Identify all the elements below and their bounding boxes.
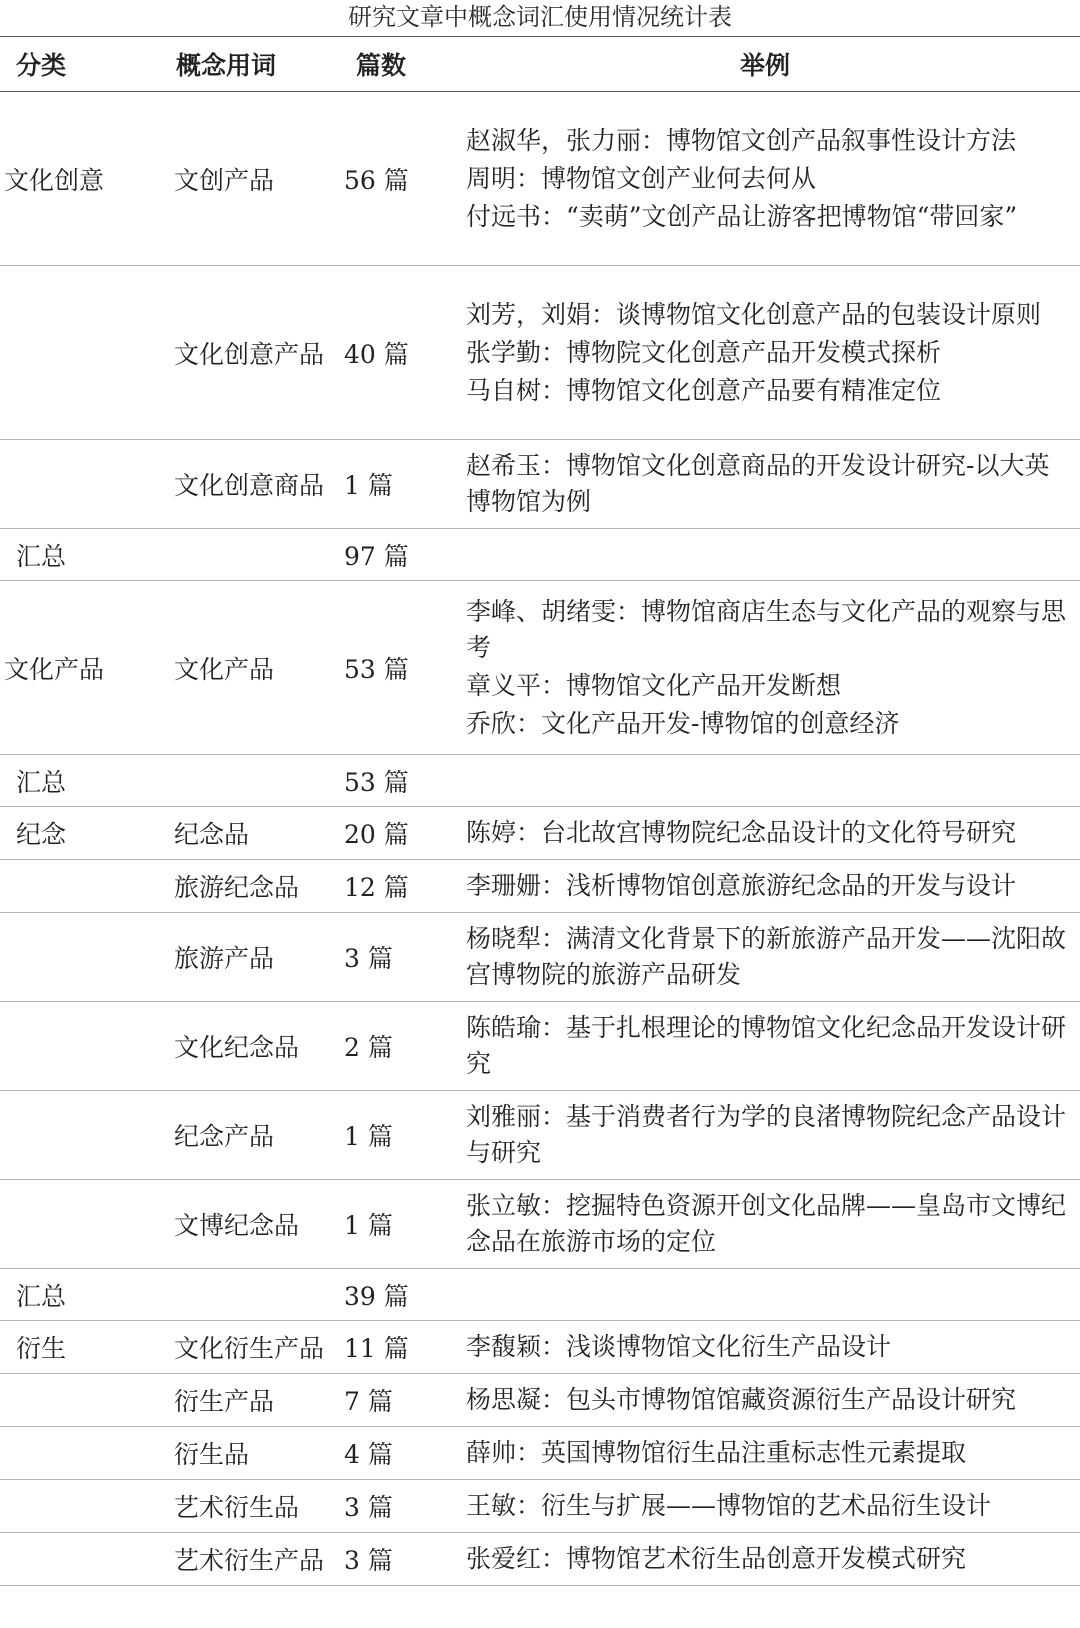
examples-cell — [450, 529, 1080, 581]
term-cell: 文化创意商品 — [160, 440, 340, 529]
count-cell: 53 篇 — [340, 581, 450, 755]
examples-cell — [450, 440, 1080, 529]
term-cell: 文化纪念品 — [160, 1002, 340, 1091]
table-row — [0, 755, 1080, 807]
example-item: 薛帅：英国博物馆衍生品注重标志性元素提取 — [466, 1438, 967, 1467]
term-cell: 文化产品 — [160, 581, 340, 755]
header-row — [0, 37, 1080, 92]
count-cell: 11 篇 — [340, 1321, 450, 1374]
example-item: 张学勤：博物院文化创意产品开发模式探析 — [466, 337, 942, 367]
count-cell: 1 篇 — [340, 1180, 450, 1269]
table-row — [0, 860, 1080, 913]
table-row — [0, 913, 1080, 1002]
table-row — [0, 1533, 1080, 1586]
table-row — [0, 581, 1080, 755]
examples-cell — [450, 860, 1080, 913]
count-cell: 12 篇 — [340, 860, 450, 913]
example-item: 赵淑华，张力丽：博物馆文创产品叙事性设计方法 — [466, 125, 1017, 155]
examples-cell — [450, 755, 1080, 807]
header-category: 分类 — [0, 37, 160, 92]
category-cell: 汇总 — [0, 1269, 160, 1321]
examples-cell — [450, 266, 1080, 440]
example-item: 张立敏：挖掘特色资源开创文化品牌——皇岛市文博纪念品在旅游市场的定位 — [466, 1191, 1067, 1256]
statistics-table — [0, 36, 1080, 1586]
category-cell — [0, 266, 160, 440]
example-item: 陈婷：台北故宫博物院纪念品设计的文化符号研究 — [466, 818, 1017, 847]
table-row — [0, 1321, 1080, 1374]
category-cell: 衍生 — [0, 1321, 160, 1374]
table-body — [0, 92, 1080, 1586]
example-item: 刘芳，刘娟：谈博物馆文化创意产品的包装设计原则 — [466, 299, 1042, 329]
term-cell: 艺术衍生产品 — [160, 1533, 340, 1586]
category-cell — [0, 913, 160, 1002]
term-cell: 纪念产品 — [160, 1091, 340, 1180]
table-row — [0, 807, 1080, 860]
table-caption: 研究文章中概念词汇使用情况统计表 — [348, 3, 732, 31]
examples-cell — [450, 807, 1080, 860]
examples-cell — [450, 1321, 1080, 1374]
examples-cell — [450, 1269, 1080, 1321]
category-cell — [0, 1533, 160, 1586]
term-cell — [160, 1269, 340, 1321]
category-cell: 纪念 — [0, 807, 160, 860]
term-cell: 文博纪念品 — [160, 1180, 340, 1269]
example-item: 刘雅丽：基于消费者行为学的良渚博物院纪念产品设计与研究 — [466, 1102, 1067, 1167]
category-cell — [0, 1180, 160, 1269]
examples-cell — [450, 1002, 1080, 1091]
table-row — [0, 1180, 1080, 1269]
example-item: 杨思凝：包头市博物馆馆藏资源衍生产品设计研究 — [466, 1385, 1017, 1414]
header-examples: 举例 — [450, 37, 1080, 92]
count-cell: 4 篇 — [340, 1427, 450, 1480]
term-cell: 衍生品 — [160, 1427, 340, 1480]
category-cell — [0, 1002, 160, 1091]
examples-cell — [450, 913, 1080, 1002]
count-cell: 1 篇 — [340, 440, 450, 529]
table-row — [0, 1091, 1080, 1180]
category-cell: 文化创意 — [0, 92, 160, 266]
term-cell: 艺术衍生品 — [160, 1480, 340, 1533]
term-cell: 文化衍生产品 — [160, 1321, 340, 1374]
example-item: 马自树：博物馆文化创意产品要有精准定位 — [466, 375, 942, 405]
category-cell — [0, 1480, 160, 1533]
header-term: 概念用词 — [160, 37, 340, 92]
category-cell — [0, 440, 160, 529]
example-item: 王敏：衍生与扩展——博物馆的艺术品衍生设计 — [466, 1491, 992, 1520]
table-row — [0, 1374, 1080, 1427]
table-row — [0, 1427, 1080, 1480]
example-item: 付远书：“卖萌”文创产品让游客把博物馆“带回家” — [466, 201, 1018, 231]
category-cell — [0, 1427, 160, 1480]
example-item: 李峰、胡绪雯：博物馆商店生态与文化产品的观察与思考 — [466, 596, 1067, 662]
term-cell: 纪念品 — [160, 807, 340, 860]
category-cell — [0, 860, 160, 913]
count-cell: 40 篇 — [340, 266, 450, 440]
examples-cell — [450, 581, 1080, 755]
examples-cell — [450, 1180, 1080, 1269]
example-item: 张爱红：博物馆艺术衍生品创意开发模式研究 — [466, 1544, 967, 1573]
term-cell — [160, 755, 340, 807]
category-cell: 汇总 — [0, 755, 160, 807]
count-cell: 3 篇 — [340, 1533, 450, 1586]
examples-cell — [450, 92, 1080, 266]
table-row — [0, 529, 1080, 581]
example-item: 章义平：博物馆文化产品开发断想 — [466, 670, 842, 700]
table-row — [0, 266, 1080, 440]
table-row — [0, 440, 1080, 529]
count-cell: 97 篇 — [340, 529, 450, 581]
term-cell: 旅游纪念品 — [160, 860, 340, 913]
example-item: 周明：博物馆文创产业何去何从 — [466, 163, 817, 193]
category-cell: 文化产品 — [0, 581, 160, 755]
example-item: 李珊姗：浅析博物馆创意旅游纪念品的开发与设计 — [466, 871, 1017, 900]
term-cell: 旅游产品 — [160, 913, 340, 1002]
examples-cell — [450, 1533, 1080, 1586]
examples-cell — [450, 1374, 1080, 1427]
count-cell: 39 篇 — [340, 1269, 450, 1321]
term-cell: 文创产品 — [160, 92, 340, 266]
count-cell: 3 篇 — [340, 1480, 450, 1533]
term-cell: 衍生产品 — [160, 1374, 340, 1427]
table-row — [0, 1480, 1080, 1533]
count-cell: 20 篇 — [340, 807, 450, 860]
table-row — [0, 1269, 1080, 1321]
count-cell: 2 篇 — [340, 1002, 450, 1091]
term-cell — [160, 529, 340, 581]
example-item: 陈皓瑜：基于扎根理论的博物馆文化纪念品开发设计研究 — [466, 1013, 1067, 1078]
examples-cell — [450, 1480, 1080, 1533]
count-cell: 53 篇 — [340, 755, 450, 807]
category-cell: 汇总 — [0, 529, 160, 581]
example-item: 杨晓犁：满清文化背景下的新旅游产品开发——沈阳故宫博物院的旅游产品研发 — [466, 924, 1067, 989]
examples-cell — [450, 1427, 1080, 1480]
category-cell — [0, 1374, 160, 1427]
table-row — [0, 1002, 1080, 1091]
example-item: 赵希玉：博物馆文化创意商品的开发设计研究-以大英博物馆为例 — [466, 451, 1050, 516]
example-item: 李馥颖：浅谈博物馆文化衍生产品设计 — [466, 1332, 892, 1361]
count-cell: 3 篇 — [340, 913, 450, 1002]
example-item: 乔欣：文化产品开发-博物馆的创意经济 — [466, 708, 900, 738]
table-row — [0, 92, 1080, 266]
count-cell: 1 篇 — [340, 1091, 450, 1180]
examples-cell — [450, 1091, 1080, 1180]
term-cell: 文化创意产品 — [160, 266, 340, 440]
header-count: 篇数 — [340, 37, 450, 92]
category-cell — [0, 1091, 160, 1180]
count-cell: 56 篇 — [340, 92, 450, 266]
count-cell: 7 篇 — [340, 1374, 450, 1427]
